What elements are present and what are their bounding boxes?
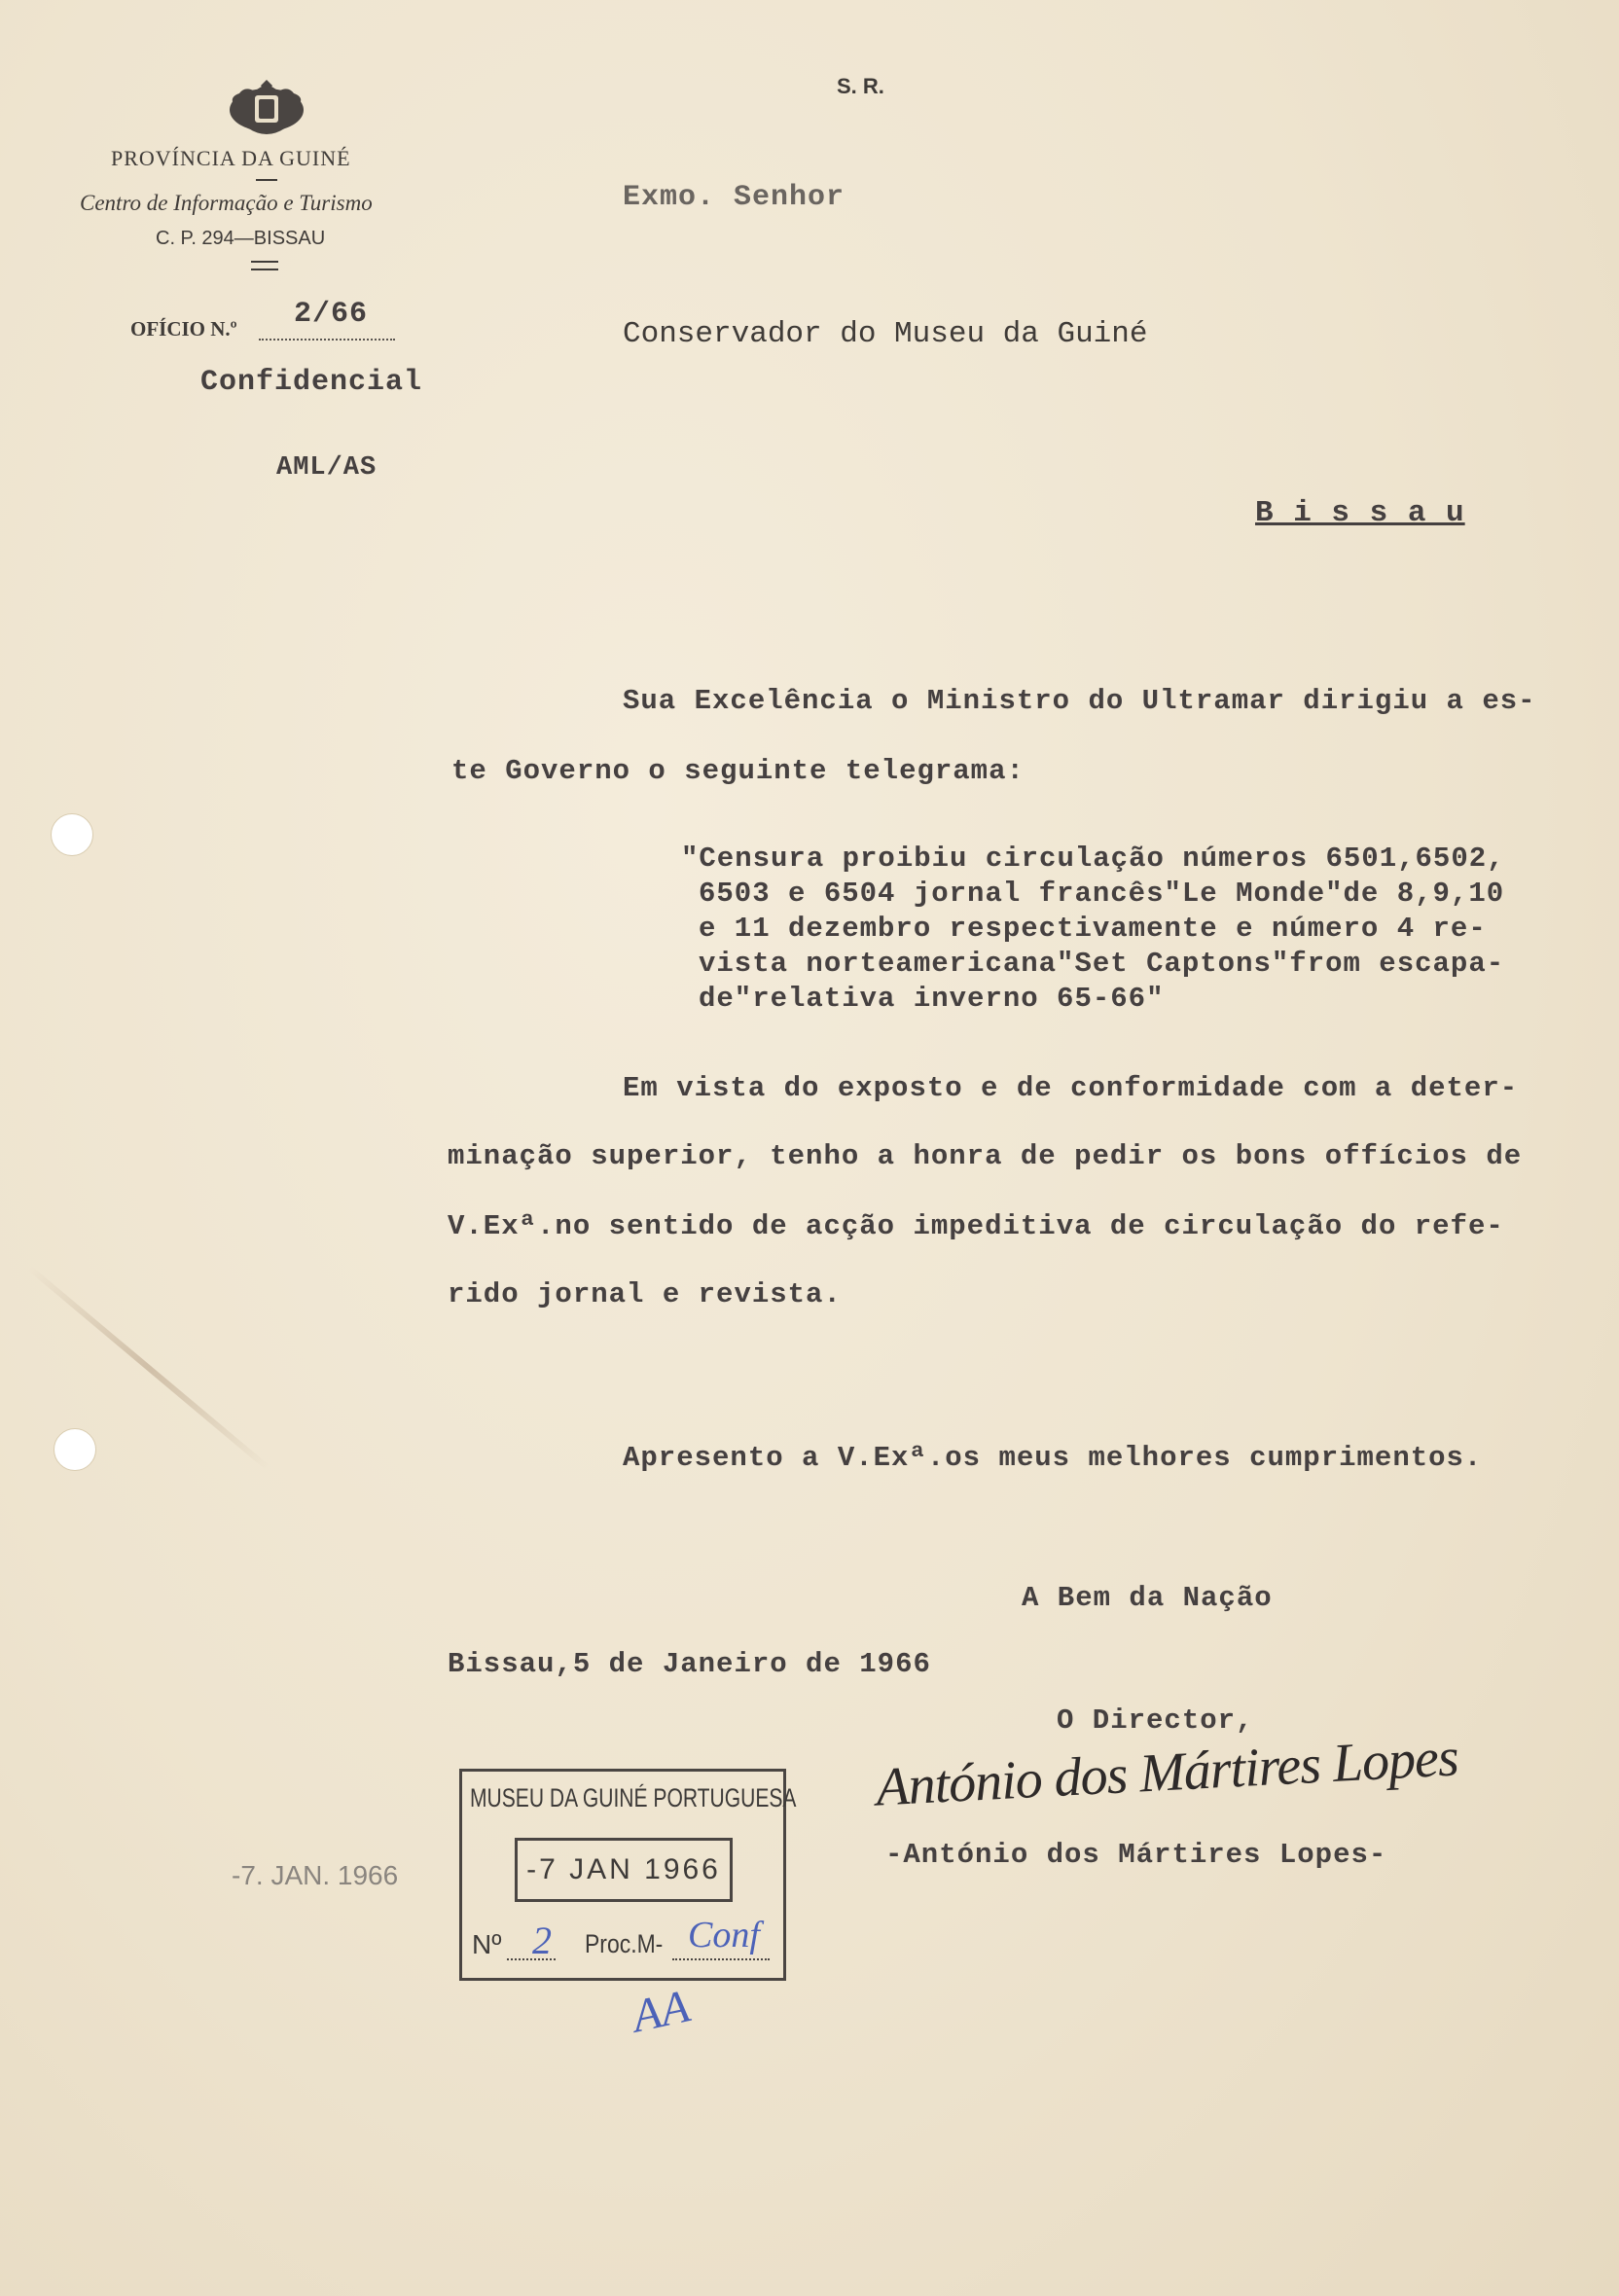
oficio-label: OFÍCIO N.º xyxy=(130,317,237,341)
recipient-salutation: Exmo. Senhor xyxy=(623,181,845,214)
para2-line: minação superior, tenho a honra de pedir os bons offícios de xyxy=(448,1140,1523,1172)
para2-line: V.Exª.no sentido de acção impeditiva de circulação do refe- xyxy=(448,1210,1504,1242)
stamp-date-box xyxy=(515,1838,733,1902)
reference-code: AML/AS xyxy=(276,453,378,483)
sr-mark: S. R. xyxy=(837,74,884,98)
oficio-dotted-line xyxy=(259,339,395,341)
oficio-number: 2/66 xyxy=(294,298,369,331)
letterhead-centre: Centro de Informação e Turismo xyxy=(80,191,373,215)
stamp-proc-value: Conf xyxy=(688,1915,760,1955)
quote-line: e 11 dezembro respectivamente e número 4 re- xyxy=(699,913,1487,945)
museum-receipt-stamp xyxy=(459,1769,797,1981)
recipient-city: B i s s a u xyxy=(1255,496,1465,530)
closing-line: Apresento a V.Exª.os meus melhores cumprimentos. xyxy=(623,1442,1483,1474)
para1-line1: Sua Excelência o Ministro do Ultramar dirigiu a es- xyxy=(623,685,1536,717)
stamp-proc-dots xyxy=(672,1958,770,1960)
stamp-institution: MUSEU DA GUINÉ PORTUGUESA xyxy=(470,1783,797,1812)
para1-line2: te Governo o seguinte telegrama: xyxy=(451,755,1025,787)
stamp-proc-label: Proc.M- xyxy=(585,1929,664,1958)
punch-hole-bottom xyxy=(54,1428,96,1471)
handwritten-signature: António dos Mártires Lopes xyxy=(874,1727,1460,1818)
para2-line: rido jornal e revista. xyxy=(448,1278,842,1310)
blue-ink-initials: AA xyxy=(628,1980,695,2043)
letterhead-divider xyxy=(256,179,277,181)
place-date: Bissau,5 de Janeiro de 1966 xyxy=(448,1648,931,1680)
recipient-title: Conservador do Museu da Guiné xyxy=(623,317,1148,351)
letterhead-province: PROVÍNCIA DA GUINÉ xyxy=(111,146,351,170)
director-role: O Director, xyxy=(1057,1704,1254,1737)
typed-name: -António dos Mártires Lopes- xyxy=(885,1839,1387,1871)
faint-date-stamp: -7. JAN. 1966 xyxy=(232,1860,399,1890)
quote-line: vista norteamericana"Set Captons"from escapa- xyxy=(699,948,1505,980)
motto: A Bem da Nação xyxy=(1022,1582,1273,1614)
coat-of-arms-emblem xyxy=(226,78,307,138)
stamp-date: -7 JAN 1966 xyxy=(526,1853,721,1885)
letterhead-double-rule-2 xyxy=(251,269,278,270)
stamp-number-value: 2 xyxy=(532,1919,552,1962)
quote-line: de"relativa inverno 65-66" xyxy=(699,983,1165,1015)
para2-line: Em vista do exposto e de conformidade com a deter- xyxy=(623,1072,1519,1104)
letterhead-postal: C. P. 294—BISSAU xyxy=(156,228,326,249)
letterhead-double-rule-1 xyxy=(251,261,278,263)
quote-line: 6503 e 6504 jornal francês"Le Monde"de 8,9,10 xyxy=(699,878,1505,910)
stamp-number-label: Nº xyxy=(472,1929,502,1959)
quote-line: "Censura proibiu circulação números 6501,6502, xyxy=(681,843,1505,875)
confidential-mark: Confidencial xyxy=(200,366,423,399)
punch-hole-top xyxy=(51,813,93,856)
